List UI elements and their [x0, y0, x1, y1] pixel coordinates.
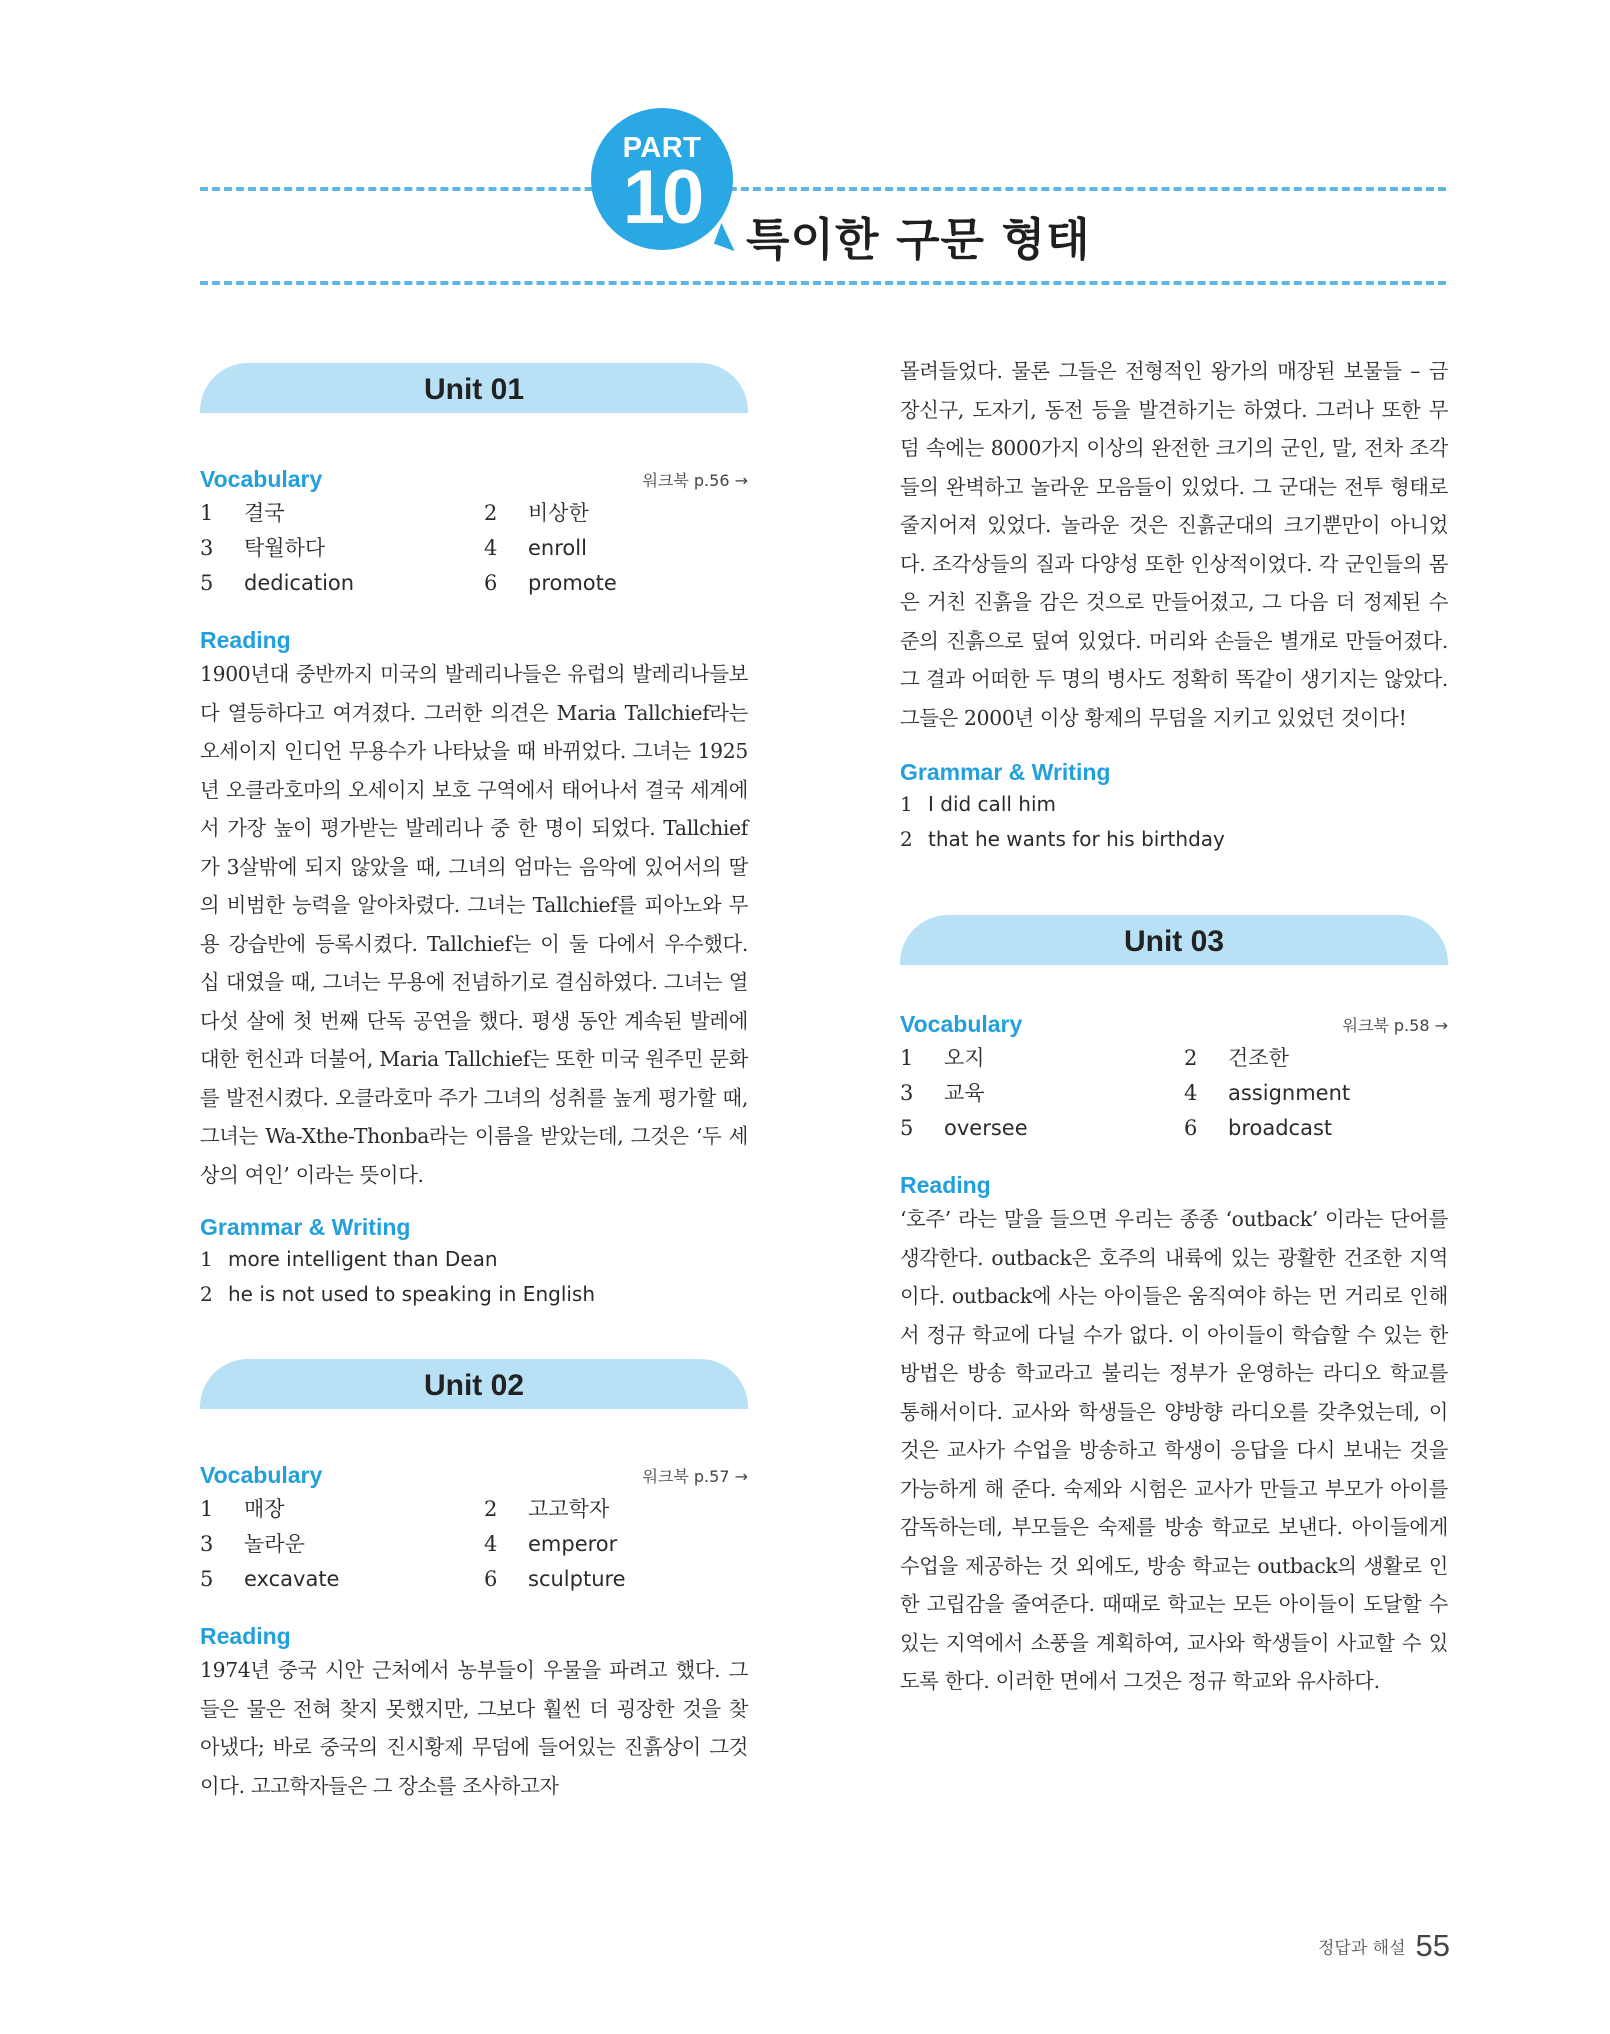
page-number: 55 [1415, 1928, 1450, 1963]
part-label: PART [622, 132, 702, 164]
right-column [900, 352, 1448, 1701]
page-footer [1318, 1928, 1450, 1964]
unit-01-reading-text: 1900년대 중반까지 미국의 발레리나들은 유럽의 발레리나들보다 열등하다고 여겨졌다. 그러한 의견은 Maria Tallchief라는 오세이지 인디언 무용수가 나타났을 때 바뀌었다. 그녀는 1925년 오클라호마의 오세이지 보호 구역에서 태어나서 결국 세계에서 가장 높이 평가받는 발레리나 중 한 명이 되었다. Tallchief가 3살밖에 되지 않았을 때, 그녀의 엄마는 음악에 있어서의 딸의 비범한 능력을 알아차렸다. 그녀는 Tallchief를 피아노와 무용 강습반에 등록시켰다. Tallchief는 이 둘 다에서 우수했다. 십 대였을 때, 그녀는 무용에 전념하기로 결심하였다. 그녀는 열다섯 살에 첫 번째 단독 공연을 했다. 평생 동안 계속된 발레에 대한 헌신과 더불어, Maria Tallchief는 또한 미국 원주민 문화를 발전시켰다. 오클라호마 주가 그녀의 성취를 높게 평가할 때, 그녀는 Wa-Xthe-Thonba라는 이름을 받았는데, 그것은 ‘두 세상의 여인’ 이라는 뜻이다. [200, 662, 748, 1187]
workbook-ref: 워크북 p.58 → [1342, 1016, 1448, 1035]
vocab-item: 2 건조한 [1184, 1046, 1289, 1070]
unit-03-banner: Unit 03 [900, 915, 1448, 965]
part-badge [591, 108, 733, 250]
footer-label: 정답과 해설 [1318, 1938, 1406, 1959]
unit-03-vocab-list [900, 1041, 1448, 1146]
vocab-item: 4 enroll [484, 536, 587, 560]
grammar-item: 1 I did call him [900, 792, 1056, 816]
unit-03-vocab-heading [900, 1009, 1448, 1039]
vocab-item: 3 탁월하다 [200, 536, 326, 560]
unit-01-reading-heading: Reading [200, 627, 291, 653]
vocab-item: 3 놀라운 [200, 1532, 305, 1556]
part-number: 10 [622, 155, 702, 240]
unit-02-vocab-list [200, 1492, 748, 1597]
header-rule-top [200, 187, 1446, 191]
vocab-item: 1 오지 [900, 1046, 985, 1070]
grammar-item: 2 he is not used to speaking in English [200, 1282, 596, 1306]
grammar-item: 2 that he wants for his birthday [900, 827, 1225, 851]
vocab-item: 1 매장 [200, 1497, 285, 1521]
unit-03-reading-text: ‘호주’ 라는 말을 들으면 우리는 종종 ‘outback’ 이라는 단어를 생각한다. outback은 호주의 내륙에 있는 광활한 건조한 지역이다. outback에 사는 아이들은 움직여야 하는 먼 거리로 인해서 정규 학교에 다닐 수가 없다. 이 아이들이 학습할 수 있는 한 방법은 방송 학교라고 불리는 정부가 운영하는 라디오 학교를 통해서이다. 교사와 학생들은 양방향 라디오를 갖추었는데, 이것은 교사가 수업을 방송하고 학생이 응답을 다시 보내는 것을 가능하게 해 준다. 숙제와 시험은 교사가 만들고 부모가 아이를 감독하는데, 부모들은 숙제를 방송 학교로 보낸다. 아이들에게 수업을 제공하는 것 외에도, 방송 학교는 outback의 생활로 인한 고립감을 줄여준다. 때때로 학교는 모든 아이들이 도달할 수 있는 지역에서 소풍을 계획하여, 교사와 학생들이 사교할 수 있도록 한다. 이러한 면에서 그것은 정규 학교와 유사하다. [900, 1207, 1448, 1693]
vocab-item: 1 결국 [200, 501, 285, 525]
workbook-ref: 워크북 p.56 → [642, 471, 748, 490]
vocab-heading-label: Vocabulary [900, 1011, 1023, 1037]
unit-02-vocab-heading [200, 1460, 748, 1490]
grammar-item: 1 more intelligent than Dean [200, 1247, 498, 1271]
unit-01-banner: Unit 01 [200, 363, 748, 413]
vocab-item: 6 sculpture [484, 1567, 626, 1591]
unit-01-vocab-heading [200, 464, 748, 494]
vocab-heading-label: Vocabulary [200, 466, 323, 492]
header-rule-bottom [200, 281, 1446, 285]
page-title: 특이한 구문 형태 [746, 213, 1091, 266]
workbook-ref: 워크북 p.57 → [642, 1467, 748, 1486]
vocab-item: 5 excavate [200, 1567, 340, 1591]
unit-03-reading-heading: Reading [900, 1172, 991, 1198]
vocab-item: 5 dedication [200, 571, 355, 595]
vocab-item: 4 emperor [484, 1532, 618, 1556]
unit-01-vocab-list [200, 496, 748, 601]
unit-01-grammar-heading: Grammar & Writing [200, 1214, 411, 1240]
unit-02-reading-text: 1974년 중국 시안 근처에서 농부들이 우물을 파려고 했다. 그들은 물은 전혀 찾지 못했지만, 그보다 훨씬 더 굉장한 것을 찾아냈다; 바로 중국의 진시황제 무덤에 들어있는 진흙상이 그것이다. 고고학자들은 그 장소를 조사하고자 [200, 1658, 748, 1798]
vocab-heading-label: Vocabulary [200, 1462, 323, 1488]
unit-02-reading-continued: 몰려들었다. 물론 그들은 전형적인 왕가의 매장된 보물들 – 금 장신구, 도자기, 동전 등을 발견하기는 하였다. 그러나 또한 무덤 속에는 8000가지 이상의 완전한 크기의 군인, 말, 전차 조각들의 완벽하고 놀라운 모음들이 있었다. 그 군대는 전투 형태로 줄지어져 있었다. 놀라운 것은 진흙군대의 크기뿐만이 아니었다. 조각상들의 질과 다양성 또한 인상적이었다. 각 군인들의 몸은 거친 진흙을 감은 것으로 만들어졌고, 그 다음 더 정제된 수준의 진흙으로 덮여 있었다. 머리와 손들은 별개로 만들어졌다. 그 결과 어떠한 두 명의 병사도 정확히 똑같이 생기지는 않았다. 그들은 2000년 이상 황제의 무덤을 지키고 있었던 것이다! [900, 359, 1448, 730]
left-column [200, 363, 748, 1805]
vocab-item: 5 oversee [900, 1116, 1028, 1140]
unit-02-grammar-heading: Grammar & Writing [900, 759, 1111, 785]
vocab-item: 4 assignment [1184, 1081, 1351, 1105]
vocab-item: 3 교육 [900, 1081, 985, 1105]
unit-02-banner: Unit 02 [200, 1359, 748, 1409]
vocab-item: 2 비상한 [484, 501, 589, 525]
vocab-item: 6 promote [484, 571, 617, 595]
unit-02-reading-heading: Reading [200, 1623, 291, 1649]
vocab-item: 2 고고학자 [484, 1497, 610, 1521]
vocab-item: 6 broadcast [1184, 1116, 1333, 1140]
